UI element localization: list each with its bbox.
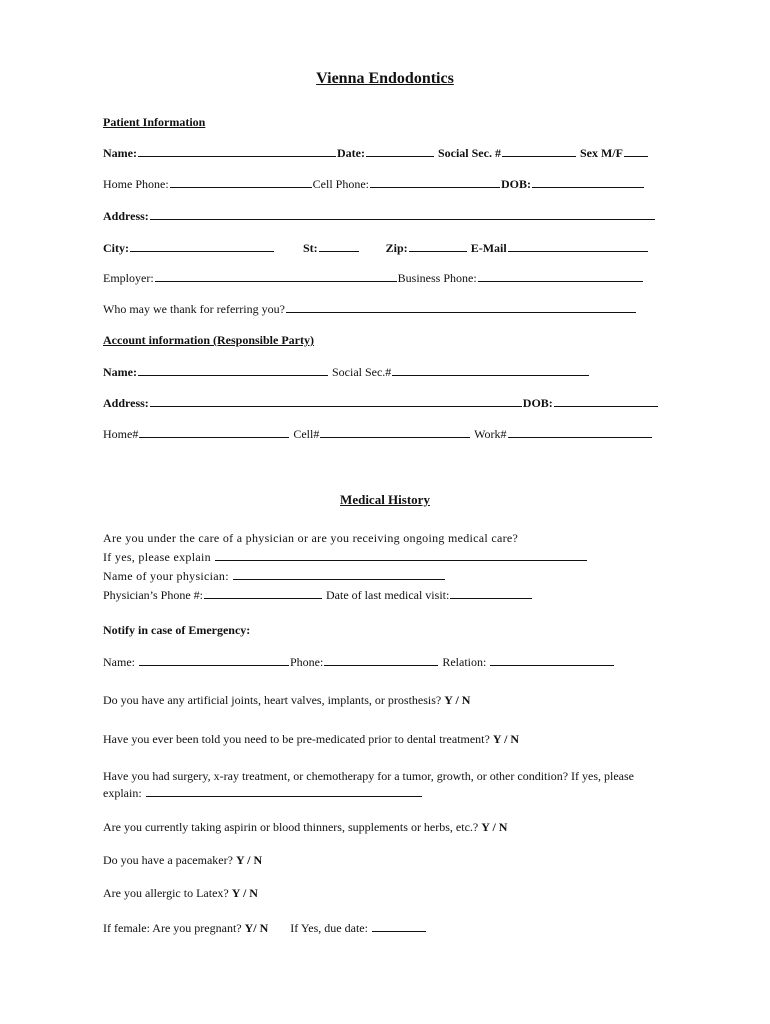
physician-name-label: Name of your physician: (103, 569, 229, 583)
account-row-1 (103, 364, 590, 380)
patient-info-heading: Patient Information (103, 115, 206, 129)
email-label: E-Mail (470, 241, 507, 255)
account-row-2 (103, 395, 659, 411)
zip-field[interactable] (409, 240, 467, 252)
account-cell-label: Cell# (293, 427, 320, 441)
patient-row-2 (103, 176, 645, 192)
patient-row-6 (103, 301, 637, 317)
mh-question-physician: Are you under the care of a physician or are you receiving ongoing medical care? (103, 531, 519, 545)
home-phone-field[interactable] (170, 176, 312, 188)
em-name-field[interactable] (139, 654, 289, 666)
if-yes-explain-field[interactable] (215, 549, 587, 561)
q-aspirin: Are you currently taking aspirin or blood thinners, supplements or herbs, etc.? (103, 820, 479, 834)
name-field[interactable] (138, 145, 336, 157)
account-row-3 (103, 426, 653, 442)
physician-phone-field[interactable] (204, 587, 322, 599)
cell-phone-label: Cell Phone: (312, 177, 370, 191)
account-work-label: Work# (474, 427, 507, 441)
em-name-label: Name: (103, 655, 135, 669)
patient-row-4 (103, 240, 649, 256)
patient-row-3 (103, 208, 656, 224)
home-phone-label: Home Phone: (103, 177, 169, 191)
em-relation-field[interactable] (490, 654, 614, 666)
account-dob-field[interactable] (554, 395, 658, 407)
last-visit-label: Date of last medical visit: (326, 588, 450, 602)
st-label: St: (303, 241, 318, 255)
yn-pregnant[interactable]: Y/ N (244, 921, 269, 935)
yn-premed[interactable]: Y / N (492, 732, 520, 746)
q-premed: Have you ever been told you need to be pre-medicated prior to dental treatment? (103, 732, 490, 746)
account-ssn-field[interactable] (392, 364, 589, 376)
account-cell-field[interactable] (320, 426, 470, 438)
mh-row-physician-phone (103, 587, 533, 603)
ssn-label: Social Sec. # (437, 146, 501, 160)
q-surgery: Have you had surgery, x-ray treatment, or chemotherapy for a tumor, growth, or other condition? If yes, please (103, 769, 635, 783)
account-work-field[interactable] (508, 426, 652, 438)
account-ssn-label: Social Sec.# (331, 365, 392, 379)
address-field[interactable] (150, 208, 655, 220)
patient-row-5 (103, 270, 644, 286)
account-dob-label: DOB: (522, 396, 553, 410)
address-label: Address: (103, 209, 149, 223)
q-pacemaker: Do you have a pacemaker? (103, 853, 233, 867)
surgery-explain-label: explain: (103, 786, 142, 800)
date-label: Date: (336, 146, 365, 160)
account-home-field[interactable] (139, 426, 289, 438)
business-phone-label: Business Phone: (397, 271, 477, 285)
yn-pacemaker[interactable]: Y / N (235, 853, 263, 867)
name-label: Name: (103, 146, 137, 160)
mh-row-emergency (103, 654, 615, 670)
mh-row-premed (103, 731, 519, 747)
mh-row-aspirin (103, 819, 507, 835)
mh-row-surgery-explain (103, 785, 423, 801)
surgery-explain-field[interactable] (146, 785, 422, 797)
patient-row-1 (103, 145, 649, 161)
account-home-label: Home# (103, 427, 139, 441)
em-relation-label: Relation: (442, 655, 487, 669)
cell-phone-field[interactable] (370, 176, 500, 188)
mh-row-joints (103, 692, 470, 708)
emergency-heading: Notify in case of Emergency: (103, 623, 251, 637)
yn-latex[interactable]: Y / N (231, 886, 258, 900)
sex-label: Sex M/F (579, 146, 623, 160)
account-address-field[interactable] (150, 395, 522, 407)
account-name-field[interactable] (138, 364, 328, 376)
yn-aspirin[interactable]: Y / N (481, 820, 508, 834)
mh-row-latex (103, 885, 258, 901)
mh-row-pregnant (103, 920, 427, 936)
q-latex: Are you allergic to Latex? (103, 886, 229, 900)
employer-field[interactable] (155, 270, 397, 282)
page-title: Vienna Endodontics (316, 70, 454, 87)
sex-field[interactable] (624, 145, 648, 157)
referral-field[interactable] (286, 301, 636, 313)
email-field[interactable] (508, 240, 648, 252)
employer-label: Employer: (103, 271, 154, 285)
last-visit-field[interactable] (450, 587, 532, 599)
mh-row-pacemaker (103, 852, 262, 868)
city-field[interactable] (130, 240, 274, 252)
mh-row-explain (103, 549, 588, 565)
q-pregnant: If female: Are you pregnant? (103, 921, 242, 935)
dob-field[interactable] (532, 176, 644, 188)
zip-label: Zip: (385, 241, 408, 255)
physician-phone-label: Physician’s Phone #: (103, 588, 204, 602)
ssn-field[interactable] (502, 145, 576, 157)
yn-joints[interactable]: Y / N (444, 693, 471, 707)
em-phone-label: Phone: (290, 655, 324, 669)
due-date-field[interactable] (372, 920, 426, 932)
account-name-label: Name: (103, 365, 137, 379)
dob-label: DOB: (501, 177, 532, 191)
em-phone-field[interactable] (324, 654, 438, 666)
mh-row-physician-name (103, 568, 446, 584)
medical-history-heading: Medical History (340, 492, 430, 507)
if-yes-explain-label: If yes, please explain (103, 550, 211, 564)
city-label: City: (103, 241, 129, 255)
mh-row-surgery (103, 768, 634, 784)
physician-name-field[interactable] (233, 568, 445, 580)
due-date-label: If Yes, due date: (290, 921, 368, 935)
date-field[interactable] (366, 145, 434, 157)
account-address-label: Address: (103, 396, 149, 410)
referral-label: Who may we thank for referring you? (103, 302, 285, 316)
q-joints: Do you have any artificial joints, heart valves, implants, or prosthesis? (103, 693, 442, 707)
account-info-heading: Account information (Responsible Party) (103, 333, 314, 347)
business-phone-field[interactable] (478, 270, 643, 282)
st-field[interactable] (319, 240, 359, 252)
